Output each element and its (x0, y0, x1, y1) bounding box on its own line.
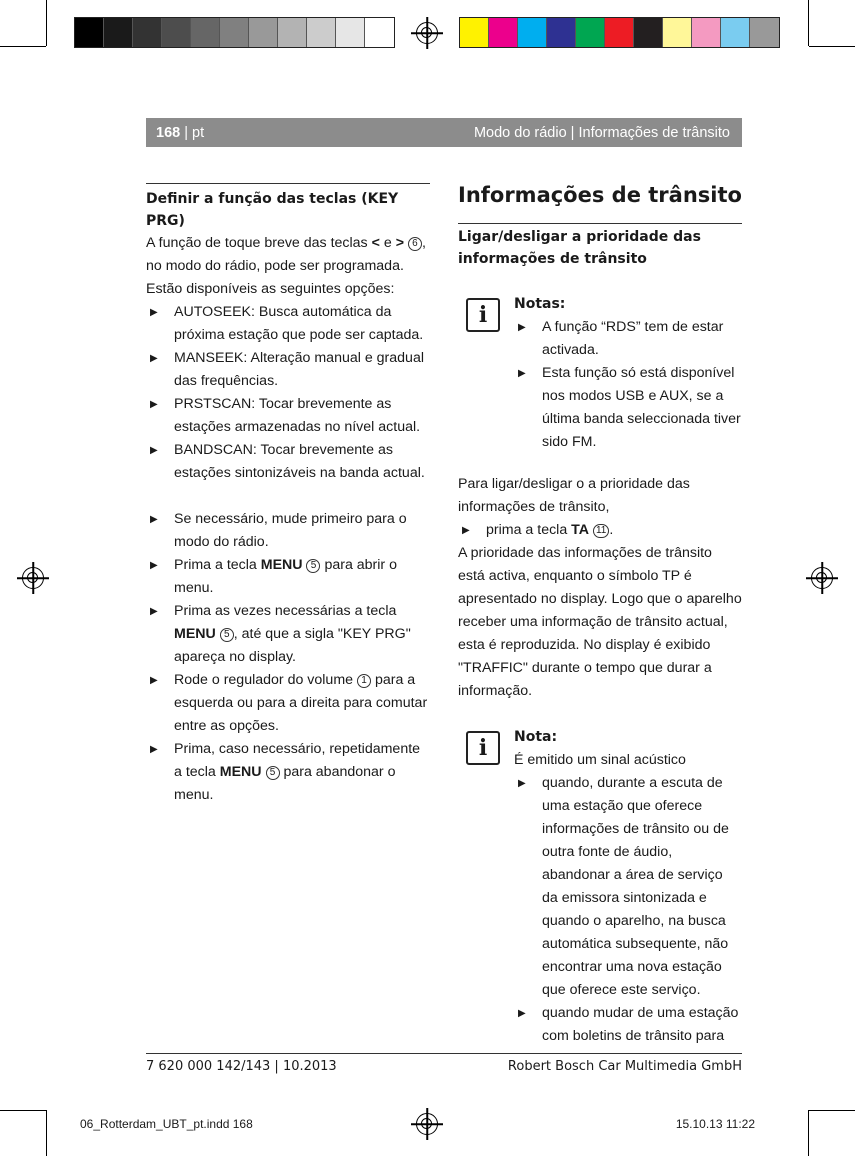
color-swatch (547, 18, 576, 47)
callout-number: 5 (306, 559, 320, 573)
note-title: Notas: (514, 296, 566, 312)
bullet-triangle-icon: ▶ (150, 307, 158, 318)
list-item (146, 669, 430, 738)
bullet-triangle-icon: ▶ (462, 525, 470, 536)
bullet-triangle-icon: ▶ (518, 1008, 526, 1019)
list-item (514, 772, 742, 1002)
intro-paragraph (146, 232, 430, 301)
callout-number: 11 (593, 524, 609, 538)
spacer (458, 703, 742, 726)
crop-mark (0, 46, 46, 47)
option-text: PRSTSCAN: Tocar brevemente as estações armazenadas no nível actual. (174, 396, 421, 435)
step-text: Prima, caso necessário, repetidamente a tecla (174, 741, 421, 780)
color-swatch (278, 18, 307, 47)
menu-key-label: MENU (219, 764, 262, 780)
registration-mark-icon (416, 1113, 438, 1135)
bullet-triangle-icon: ▶ (518, 322, 526, 333)
list-item (146, 508, 430, 554)
body-paragraph: A prioridade das informações de trânsito está activa, enquanto o símbolo TP é apresentado no display. Logo que o aparelho receber uma informação de trânsito actual, esta é reproduzida. No display é exibido "TRAFFIC" durante o tempo que durar a informação. (458, 545, 742, 699)
note-title: Nota: (514, 729, 558, 745)
subsection-heading: Ligar/desligar a prioridade das informações de trânsito (458, 229, 701, 267)
page-header (146, 118, 742, 147)
crop-mark (809, 1110, 855, 1111)
bullet-triangle-icon: ▶ (150, 606, 158, 617)
note-list (514, 316, 742, 454)
step-text: Prima as vezes necessárias a tecla (174, 603, 397, 619)
slug-filename: 06_Rotterdam_UBT_pt.indd 168 (80, 1117, 253, 1131)
section-title: Modo do rádio | Informações de trânsito (473, 124, 730, 141)
menu-key-label: MENU (260, 557, 303, 573)
note-box (458, 293, 742, 454)
bullet-triangle-icon: ▶ (150, 560, 158, 571)
step-text: Se necessário, mude primeiro para o modo do rádio. (174, 511, 407, 550)
step-text: Rode o regulador do volume (174, 672, 354, 688)
color-swatch (518, 18, 547, 47)
option-text: BANDSCAN: Tocar brevemente as estações sintonizáveis na banda actual. (174, 442, 425, 481)
document-code: 7 620 000 142/143 | 10.2013 (146, 1059, 337, 1074)
step-text: prima a tecla (486, 522, 568, 538)
list-item (146, 439, 430, 485)
color-swatch (307, 18, 336, 47)
prev-key-symbol: < (371, 235, 380, 251)
bullet-triangle-icon: ▶ (150, 399, 158, 410)
step-text: para abandonar o menu. (174, 764, 396, 803)
color-swatch (663, 18, 692, 47)
process-color-bar (459, 17, 780, 48)
note-text: É emitido um sinal acústico (514, 752, 686, 768)
page-number: 168 (156, 124, 181, 141)
list-item (514, 316, 742, 362)
steps-list (146, 508, 430, 807)
ta-key-label: TA (571, 522, 590, 538)
page-title: Informações de trânsito (458, 183, 742, 207)
option-text: AUTOSEEK: Busca automática da próxima estação que pode ser captada. (174, 304, 424, 343)
intro-text-a: A função de toque breve das teclas (146, 235, 368, 251)
color-swatch (750, 18, 779, 47)
list-item (146, 347, 430, 393)
color-swatch (460, 18, 489, 47)
bullet-triangle-icon: ▶ (518, 778, 526, 789)
color-swatch (220, 18, 249, 47)
step-text: . (609, 522, 614, 538)
bullet-triangle-icon: ▶ (150, 353, 158, 364)
company-name: Robert Bosch Car Multimedia GmbH (507, 1059, 742, 1074)
color-swatch (605, 18, 634, 47)
spacer (458, 270, 742, 293)
step-text: Prima a tecla (174, 557, 257, 573)
language-tag: | pt (184, 124, 205, 141)
list-item (146, 738, 430, 807)
crop-mark (808, 0, 809, 46)
note-text: Esta função só está disponível nos modos USB e AUX, se a última banda seleccionada tiver sido FM. (542, 365, 741, 450)
body-paragraph: Para ligar/desligar o a prioridade das informações de trânsito, (458, 476, 690, 515)
list-item (146, 301, 430, 347)
intro-conjunction: e (383, 235, 392, 251)
section-heading-key-prg: Definir a função das teclas (KEY PRG) (146, 191, 399, 229)
gray-color-bar (74, 17, 395, 48)
note-list (514, 772, 742, 1048)
color-swatch (191, 18, 220, 47)
color-swatch (721, 18, 750, 47)
list-item (146, 600, 430, 669)
callout-number: 5 (220, 628, 234, 642)
note-text: A função “RDS” tem de estar activada. (542, 319, 724, 358)
list-item (514, 362, 742, 454)
info-icon: i (466, 298, 500, 332)
callout-number: 1 (357, 674, 371, 688)
color-swatch (576, 18, 605, 47)
menu-key-label: MENU (174, 626, 216, 642)
note-text: quando, durante a escuta de uma estação que oferece informações de trânsito ou de outra fonte de áudio, abandonar a área de serviço da emissora sintonizada e quando o aparelho, na busca automática subsequente, não encontrar uma nova estação que oferece este serviço. (542, 775, 729, 998)
crop-mark (809, 46, 855, 47)
color-swatch (162, 18, 191, 47)
registration-mark-icon (22, 567, 44, 589)
list-item (146, 393, 430, 439)
color-swatch (489, 18, 518, 47)
steps-list (458, 519, 742, 542)
bullet-triangle-icon: ▶ (150, 675, 158, 686)
list-item (514, 1002, 742, 1048)
step-text: para abrir o menu. (174, 557, 397, 596)
footer-rule (146, 1053, 742, 1054)
color-swatch (365, 18, 394, 47)
crop-mark (808, 1110, 809, 1156)
spacer (146, 485, 430, 508)
color-swatch (634, 18, 663, 47)
color-swatch (75, 18, 104, 47)
registration-mark-icon (416, 22, 438, 44)
step-text: para a esquerda ou para a direita para comutar entre as opções. (174, 672, 428, 734)
crop-mark (46, 0, 47, 46)
color-swatch (249, 18, 278, 47)
step-text: , até que a sigla "KEY PRG" apareça no display. (174, 626, 411, 665)
slug-datetime: 15.10.13 11:22 (675, 1117, 755, 1131)
intro-text-b: , no modo do rádio, pode ser programada. Estão disponíveis as seguintes opções: (146, 235, 426, 297)
note-text: quando mudar de uma estação com boletins de trânsito para (542, 1005, 739, 1044)
right-column (458, 183, 742, 1048)
color-swatch (336, 18, 365, 47)
callout-number: 5 (266, 766, 280, 780)
color-swatch (692, 18, 721, 47)
spacer (458, 454, 742, 473)
bullet-triangle-icon: ▶ (150, 445, 158, 456)
color-swatch (133, 18, 162, 47)
crop-mark (46, 1110, 47, 1156)
note-box (458, 726, 742, 1048)
page-number-group (156, 125, 204, 141)
bullet-triangle-icon: ▶ (518, 368, 526, 379)
bullet-triangle-icon: ▶ (150, 514, 158, 525)
list-item (458, 519, 742, 542)
options-list (146, 301, 430, 485)
list-item (146, 554, 430, 600)
option-text: MANSEEK: Alteração manual e gradual das frequências. (174, 350, 424, 389)
color-swatch (104, 18, 133, 47)
bullet-triangle-icon: ▶ (150, 744, 158, 755)
registration-mark-icon (811, 567, 833, 589)
left-column (146, 183, 430, 807)
callout-number: 6 (408, 237, 422, 251)
next-key-symbol: > (395, 235, 404, 251)
crop-mark (0, 1110, 46, 1111)
info-icon: i (466, 731, 500, 765)
